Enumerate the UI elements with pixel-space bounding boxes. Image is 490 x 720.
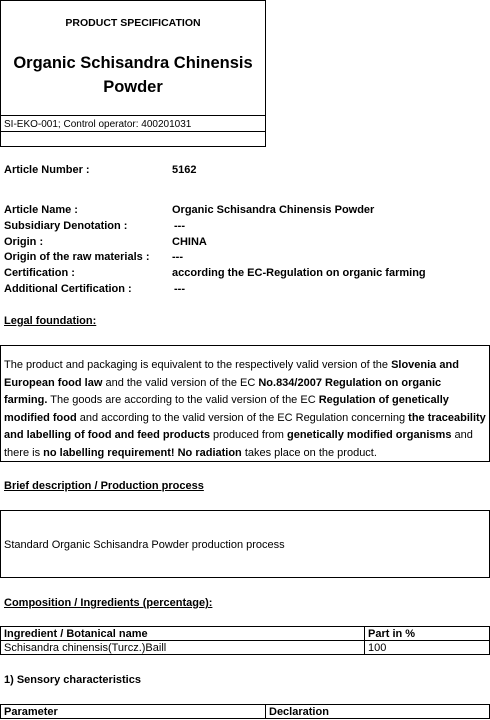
article-name-value: Organic Schisandra Chinensis Powder [172, 204, 375, 216]
composition-heading: Composition / Ingredients (percentage): [4, 597, 213, 609]
legal-text-segment: The product and packaging is equivalent to the respectively valid version of the [4, 359, 392, 371]
legal-text-segment: No.834/2007 Regulation on organic farming. [4, 376, 442, 406]
col-ingredient-header: Ingredient / Botanical name [1, 627, 365, 641]
composition-table [0, 626, 490, 655]
table-header-row [1, 627, 490, 641]
legal-text-segment: Regulation of genetically modified food [4, 394, 449, 424]
legal-text-segment: produced from [209, 429, 287, 441]
product-title: Organic Schisandra Chinensis Powder [13, 54, 253, 96]
brief-box [0, 510, 490, 578]
legal-box [0, 345, 490, 462]
additional-certification-label: Additional Certification : [4, 283, 132, 295]
col-parameter-header: Parameter [1, 705, 266, 719]
part-cell: 100 [365, 641, 490, 655]
legal-text-segment: the traceability and labelling of food and feed products [4, 411, 486, 441]
additional-certification-value: --- [174, 283, 185, 295]
legal-heading: Legal foundation: [4, 315, 97, 327]
table-row [1, 641, 490, 655]
header-divider-2 [1, 131, 265, 132]
legal-text-segment: and according to the valid version of the EC Regulation concerning [76, 411, 409, 424]
col-part-header: Part in % [365, 627, 490, 641]
legal-text-segment: takes place on the product. [241, 446, 377, 459]
legal-text-segment: The goods are according to the valid version of the EC [47, 394, 319, 406]
legal-text-segment: genetically modified organisms [287, 429, 452, 441]
legal-text-segment: no labelling requirement! No radiation [43, 446, 242, 459]
subsidiary-denotation-value: --- [174, 220, 185, 232]
control-line: SI-EKO-001; Control operator: 400201031 [4, 119, 192, 130]
col-declaration-header: Declaration [266, 705, 490, 719]
legal-text-segment: Slovenia and European food law [4, 359, 459, 389]
ingredient-cell: Schisandra chinensis(Turcz.)Baill [1, 641, 365, 655]
origin-label: Origin : [4, 236, 44, 248]
brief-heading: Brief description / Production process [4, 480, 204, 492]
legal-text-segment: and the valid version of the EC [102, 376, 259, 389]
raw-origin-value: --- [172, 251, 183, 263]
sensory-table [0, 704, 490, 719]
doc-type: PRODUCT SPECIFICATION [65, 17, 201, 29]
certification-value: according the EC-Regulation on organic farming [172, 267, 426, 279]
certification-label: Certification : [4, 267, 75, 279]
subsidiary-denotation-label: Subsidiary Denotation : [4, 220, 128, 232]
brief-text: Standard Organic Schisandra Powder production process [4, 539, 285, 551]
article-number-label: Article Number : [4, 164, 90, 176]
header-box [0, 0, 266, 147]
raw-origin-label: Origin of the raw materials : [4, 251, 150, 263]
article-name-label: Article Name : [4, 204, 78, 216]
table-header-row [1, 705, 490, 719]
header-divider-1 [1, 115, 265, 116]
legal-text [4, 357, 486, 462]
origin-value: CHINA [172, 236, 207, 248]
sensory-heading: 1) Sensory characteristics [4, 674, 141, 686]
legal-text-segment: and there is [4, 429, 473, 459]
article-number-value: 5162 [172, 164, 197, 176]
